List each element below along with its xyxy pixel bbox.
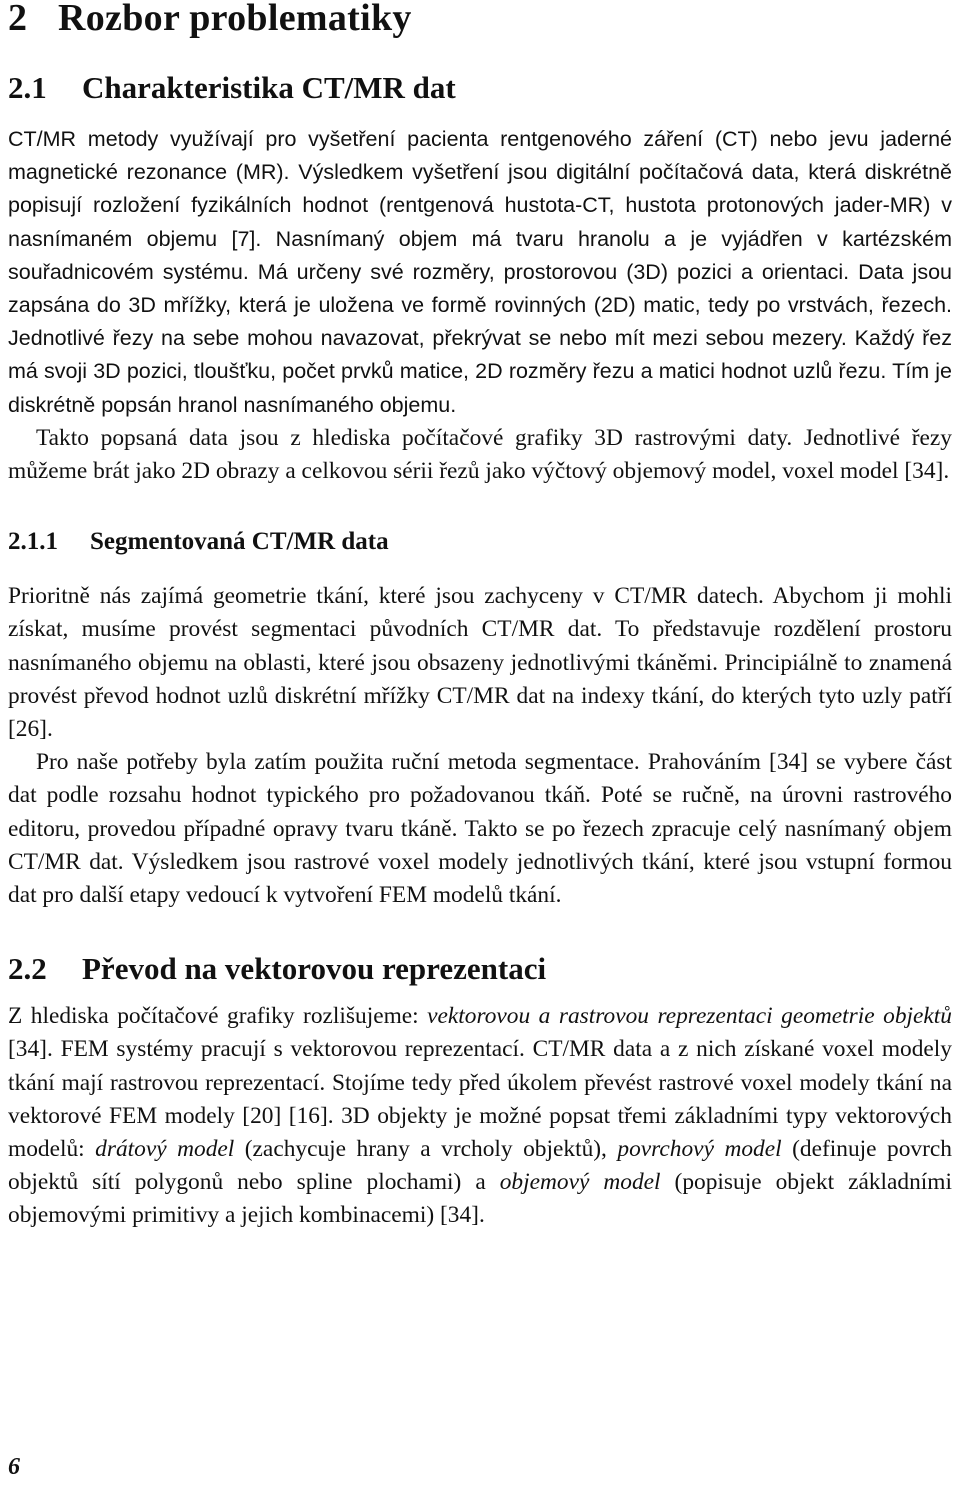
page-number: 6 — [8, 1454, 20, 1480]
paragraph-ct-mr-methods: CT/MR metody využívají pro vyšetření pacienta rentgenového záření (CT) nebo jevu jaderné magnetické rezonance (MR). Výsledkem vyšetření jsou digitální počítačová data, která diskrétně popisují rozložení fyzikálních hodnot (rentgenová hustota-CT, hustota protonových jader-MR) v nasnímaném objemu [7]. Nasnímaný objem má tvaru hranolu a je vyjádřen v kartézském souřadnicovém systému. Má určeny své rozměry, prostorovou (3D) pozici a orientaci. Data jsou zapsána do 3D mřížky, která je uložena ve formě rovinných (2D) matic, tedy po vrstvách, řezech. Jednotlivé řezy na sebe mohou navazovat, překrývat se nebo mít mezi sebou mezery. Každý řez má svoji 3D pozici, tloušťku, počet prvků matice, 2D rozměry řezu a matici hodnot uzlů řezu. Tím je diskrétně popsán hranol nasnímaného objemu. — [8, 127, 952, 417]
paragraph-vector-representation — [8, 1000, 952, 1232]
section-heading-2-2 — [8, 951, 952, 987]
section-number: 2.1 — [8, 70, 47, 105]
chapter-heading — [8, 0, 952, 39]
text-run: (definuje povrch objektů sítí polygonů nebo spline plochami) a — [8, 1136, 952, 1196]
chapter-title: Rozbor problematiky — [58, 0, 412, 39]
chapter-number: 2 — [8, 0, 28, 39]
section-number: 2.2 — [8, 951, 47, 987]
text-run: Z hlediska počítačové grafiky rozlišujeme: — [8, 1003, 428, 1030]
paragraph-segmentation: Prioritně nás zajímá geometrie tkání, které jsou zachyceny v CT/MR datech. Abychom ji mohli získat, musíme provést segmentaci původních CT/MR dat. To představuje rozdělení prostoru nasnímaného objemu na oblasti, které jsou obsazeny jednotlivými tkáněmi. Principiálně to znamená provést převod hodnot uzlů diskrétní mřížky CT/MR dat na indexy tkání, do kterých tyto uzly patří [26]. — [8, 583, 952, 743]
section-heading-2-1 — [8, 70, 952, 106]
emphasis-term: drátový model — [95, 1136, 235, 1163]
text-run: (popisuje objekt základními objemovými primitivy a jejich kombinacemi) [34]. — [8, 1169, 952, 1229]
emphasis-term: vektorovou a rastrovou reprezentaci geometrie objektů — [427, 1003, 952, 1030]
text-run: (zachycuje hrany a vrcholy objektů), — [234, 1136, 618, 1163]
paragraph-raster-data: Takto popsaná data jsou z hlediska počítačové grafiky 3D rastrovými daty. Jednotlivé řezy můžeme brát jako 2D obrazy a celkovou sérii řezů jako výčtový objemový model, voxel model [34]. — [8, 424, 952, 485]
subsection-heading-2-1-1 — [8, 527, 952, 557]
document-page — [8, 0, 952, 1233]
section-title: Charakteristika CT/MR dat — [82, 70, 456, 105]
paragraph-manual-segmentation: Pro naše potřeby byla zatím použita ruční metoda segmentace. Prahováním [34] se vybere část dat podle rozsahu hodnot typického pro požadovanou tkáň. Poté se ručně, na úrovni rastrového editoru, provedou případné opravy tvaru tkáně. Takto se po řezech zpracuje celý nasnímaný objem CT/MR dat. Výsledkem jsou rastrové voxel modely jednotlivých tkání, které jsou vstupní formou dat pro další etapy vedoucí k vytvoření FEM modelů tkání. — [8, 749, 952, 909]
emphasis-term: povrchový model — [617, 1136, 782, 1163]
section-title: Převod na vektorovou reprezentaci — [82, 951, 547, 987]
subsection-title: Segmentovaná CT/MR data — [90, 528, 389, 556]
subsection-number: 2.1.1 — [8, 528, 58, 556]
text-run: [34]. FEM systémy pracují s vektorovou reprezentací. CT/MR data a z nich získané voxel modely tkání mají rastrovou reprezentací. Stojíme tedy před úkolem převést rastrové voxel modely tkání na vektorové FEM modely [20] [16]. 3D objekty je možné popsat třemi základními typy vektorových modelů: — [8, 1036, 952, 1163]
emphasis-term: objemový model — [499, 1169, 661, 1196]
